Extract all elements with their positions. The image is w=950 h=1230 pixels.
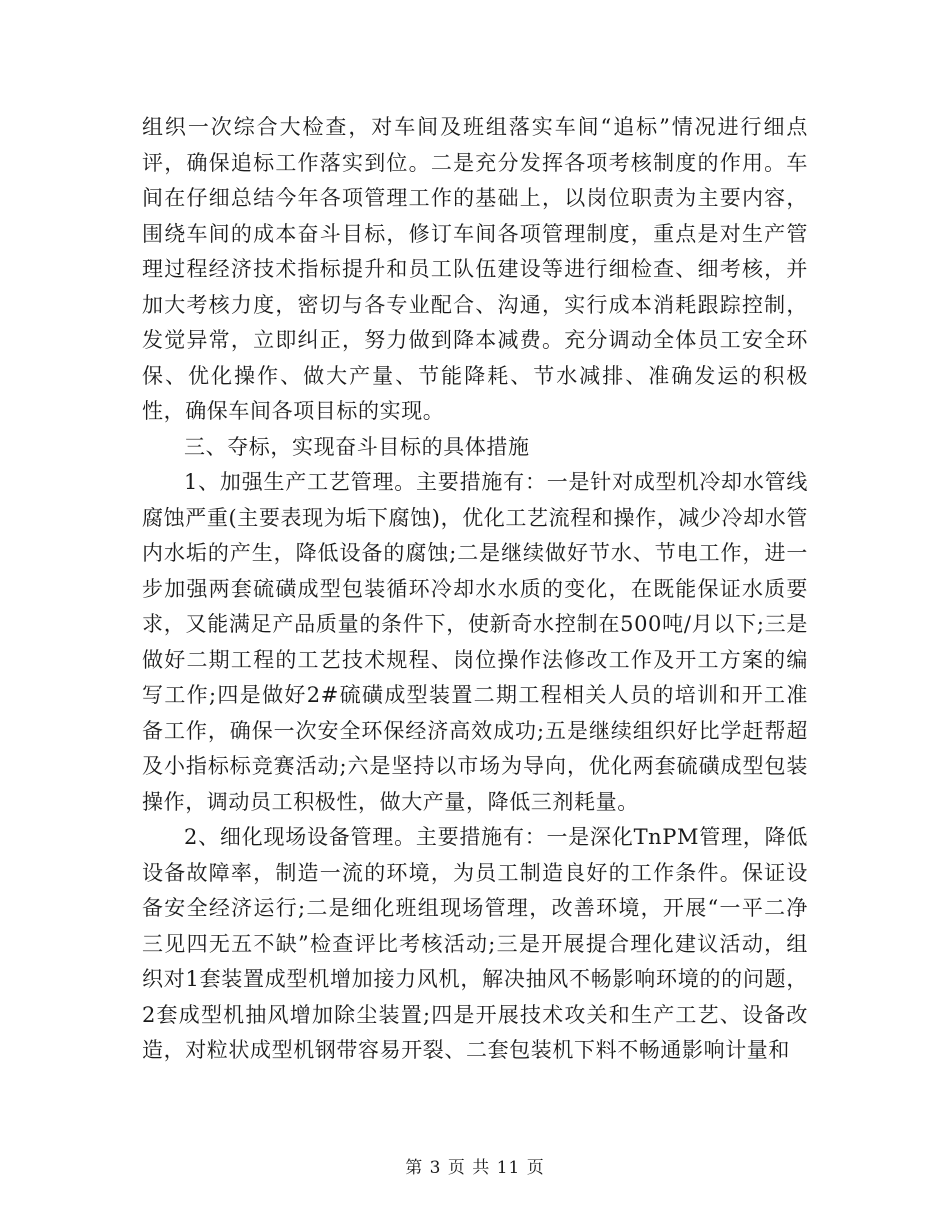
- document-body: [142, 110, 808, 1069]
- paragraph-equipment-management: 2、细化现场设备管理。主要措施有：一是深化TnPM管理，降低设备故障率，制造一流的环境，为员工制造良好的工作条件。保证设备安全经济运行;二是细化班组现场管理，改善环境，开展“一平二净三见四无五不缺”检查评比考核活动;三是开展提合理化建议活动，组织对1套装置成型机增加接力风机，解决抽风不畅影响环境的的问题，2套成型机抽风增加除尘装置;四是开展技术攻关和生产工艺、设备改造，对粒状成型机钢带容易开裂、二套包装机下料不畅通影响计量和: [142, 825, 808, 1062]
- paragraph-process-management: 1、加强生产工艺管理。主要措施有：一是针对成型机冷却水管线腐蚀严重(主要表现为垢下腐蚀)，优化工艺流程和操作，减少冷却水管内水垢的产生，降低设备的腐蚀;二是继续做好节水、节电工作，进一步加强两套硫磺成型包装循环冷却水水质的变化，在既能保证水质要求，又能满足产品质量的条件下，使新奇水控制在500吨/月以下;三是做好二期工程的工艺技术规程、岗位操作法修改工作及开工方案的编写工作;四是做好2#硫磺成型装置二期工程相关人员的培训和开工准备工作，确保一次安全环保经济高效成功;五是继续组织好比学赶帮超及小指标标竞赛活动;六是坚持以市场为导向，优化两套硫磺成型包装操作，调动员工积极性，做大产量，降低三剂耗量。: [142, 470, 808, 814]
- page-footer: [0, 1153, 950, 1178]
- paragraph-continuation: 组织一次综合大检查，对车间及班组落实车间“追标”情况进行细点评，确保追标工作落实到位。二是充分发挥各项考核制度的作用。车间在仔细总结今年各项管理工作的基础上，以岗位职责为主要内容，围绕车间的成本奋斗目标，修订车间各项管理制度，重点是对生产管理过程经济技术指标提升和员工队伍建设等进行细检查、细考核，并加大考核力度，密切与各专业配合、沟通，实行成本消耗跟踪控制，发觉异常，立即纠正，努力做到降本减费。充分调动全体员工安全环保、优化操作、做大产量、节能降耗、节水减排、准确发运的积极性，确保车间各项目标的实现。: [142, 115, 808, 423]
- section-heading: 三、夺标，实现奋斗目标的具体措施: [184, 434, 530, 459]
- page-number: 第 3 页 共 11 页: [405, 1158, 545, 1178]
